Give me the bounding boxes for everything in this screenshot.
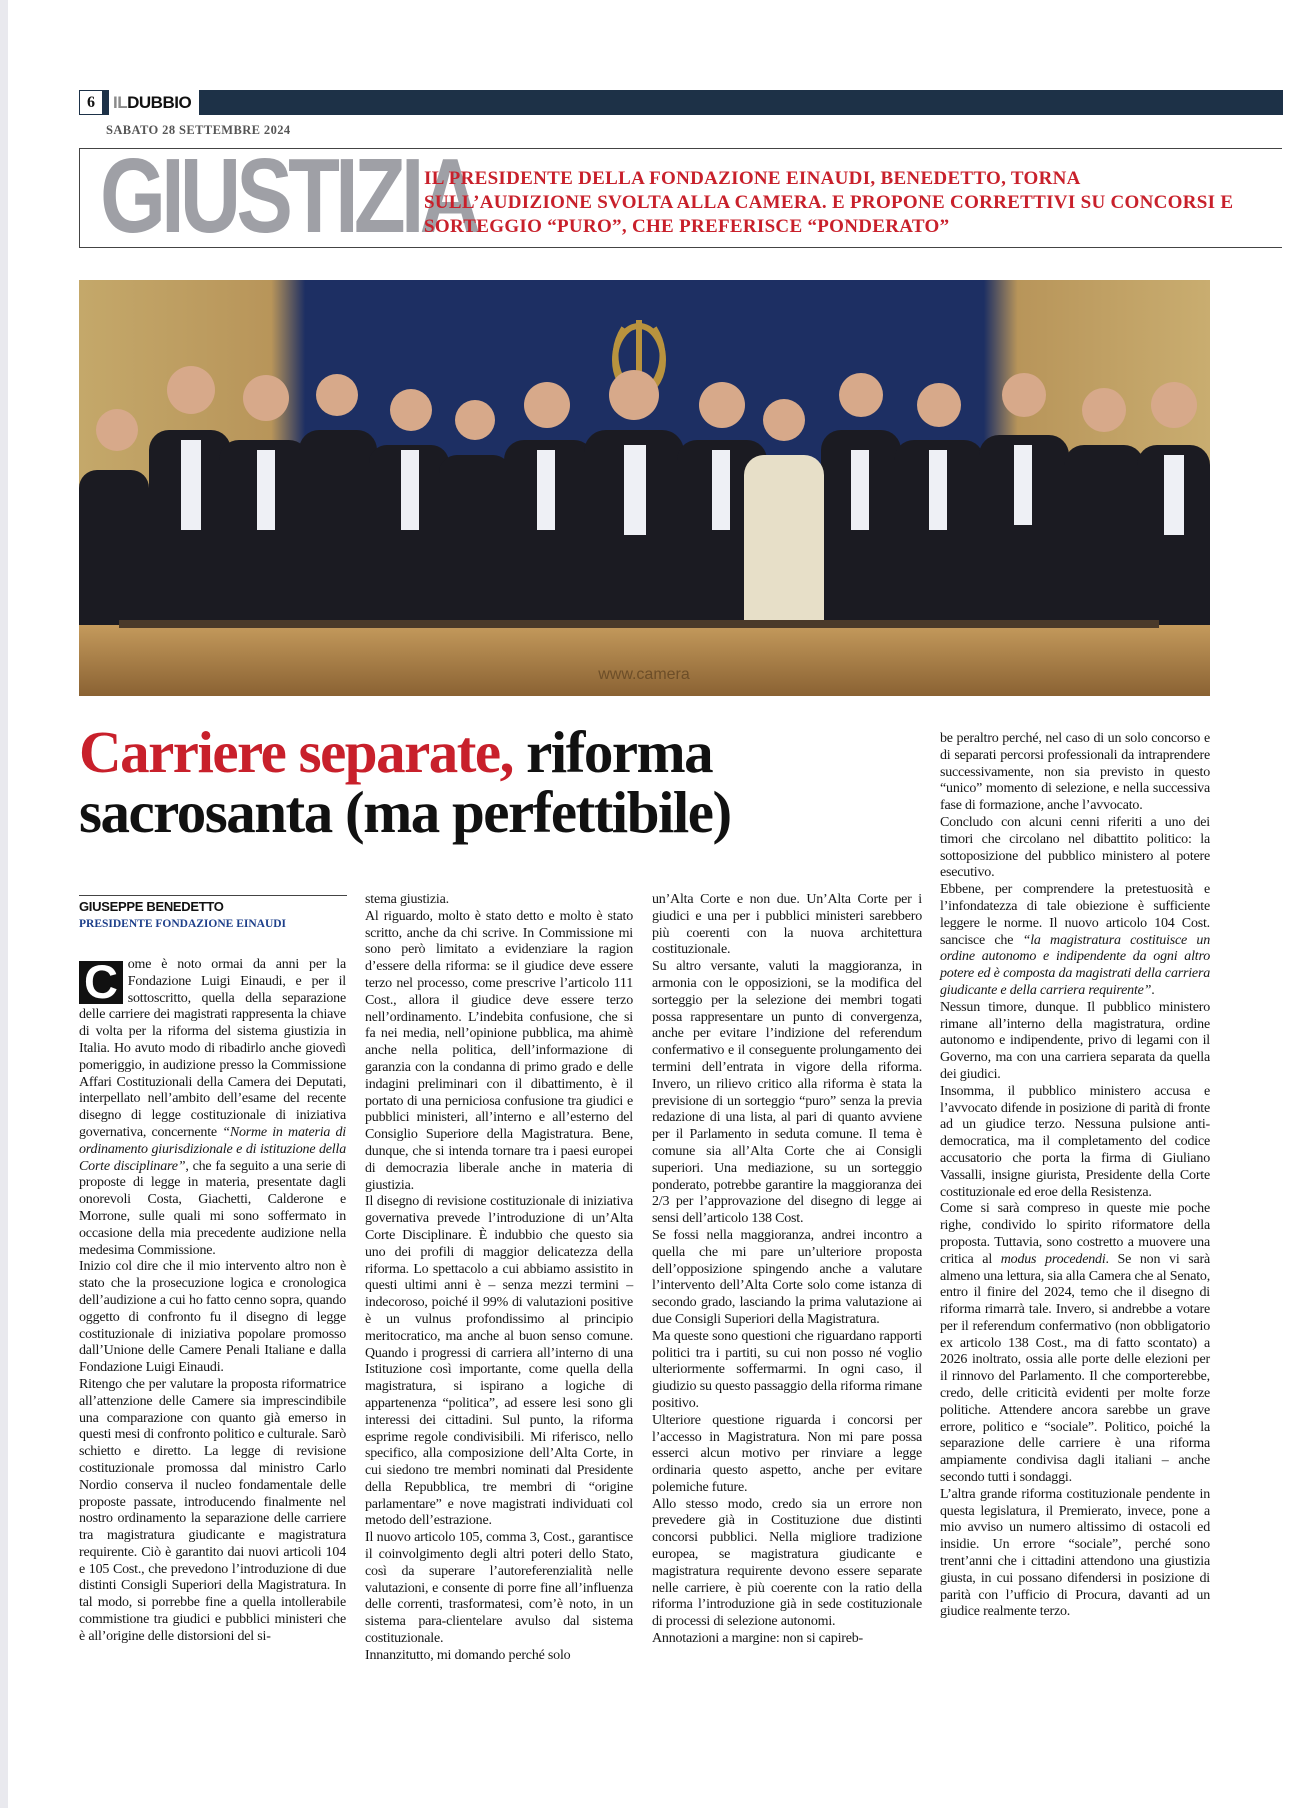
text-run: ome è noto ormai da anni per la Fondazione Luigi Einaudi, e per il sottoscritto, quella della separazione delle carriere dei magistrati rappresenta la chiave di volta per la riforma del sistema giustizia in Italia. Ho avuto modo di ribadirlo anche giovedì pomeriggio, in audizione presso la Commissione Affari Costituzionali della Camera dei Deputati, interpellato nell’ambito dell’esame del recente disegno di legge costituzionale di iniziativa governativa, concernente — [79, 957, 346, 1140]
text-run-italic: “Norme in materia di ordinamento giurisdizionale e di istituzione della Corte disciplinare” — [79, 1124, 346, 1174]
page-edge — [0, 0, 8, 1808]
paragraph: Ma queste sono questioni che riguardano rapporti politici tra i partiti, su cui non posso né voglio ulteriormente soffermarmi. In ogni caso, il giudizio su questo passaggio della riforma rimane positivo. — [652, 1328, 922, 1411]
paragraph: Insomma, il pubblico ministero accusa e l’avvocato difende in posizione di parità di fronte ad un giudice terzo. Nessuna pulsione anti-democratica, ma il completamento del codice accusatorio che porta la firma di Giuliano Vassalli, insigne giurista, Presidente della Corte costituzionale ed eroe della Resistenza. — [940, 1083, 1210, 1200]
paragraph: Annotazioni a margine: non si capireb- — [652, 1631, 864, 1647]
text-run: , che fa seguito a una serie di proposte di legge in materia, presentate dagli onorevoli Costa, Giachetti, Calderone e Morrone, sulle quali mi sono soffermato in occasione della mia precedente audizione nella medesima Commissione. — [79, 1158, 346, 1258]
text-run-italic: “la magistratura costituisce un ordine autonomo e indipendente da ogni altro potere ed è composta da magistrati della carriera giudicante e della carriera requirente” — [940, 932, 1210, 998]
paragraph: be peraltro perché, nel caso di un solo concorso e di separati percorsi professionali da intraprendere successivamente, non sia previsto in questo “unico” momento di selezione, e nella successiva fase di formazione, anche l’avvocato. — [940, 731, 1210, 814]
page-number: 6 — [79, 90, 103, 115]
group-photo — [79, 280, 1210, 696]
paragraph: Inizio col dire che il mio intervento altro non è stato che la prosecuzione logica e cronologica dell’audizione a cui ho fatto cenno sopra, quando oggetto di confronto fu il disegno di legge costituzionale di iniziativa popolare promosso dall’Unione delle Camere Penali Italiane e dalla Fondazione Luigi Einaudi. — [79, 1259, 346, 1376]
author-name: GIUSEPPE BENEDETTO — [79, 899, 224, 914]
text-run: Ebbene, per comprendere la pretestuosità e l’infondatezza di tale obiezione è sufficiente leggere le norme. Il nuovo articolo 104 Cost. sancisce che — [940, 882, 1210, 948]
paragraph: un’Alta Corte e non due. Un’Alta Corte per i giudici e una per i pubblici ministeri sarebbero più coerenti con la nuova architettura costituzionale. — [652, 892, 922, 958]
article-column-3 — [652, 892, 922, 1648]
paragraph — [940, 1201, 1210, 1487]
text-run: Come si sarà compreso in queste mie poche righe, condivido lo spirito riformatore della proposta. Tuttavia, sono costretto a muovere una critica al — [940, 1201, 1210, 1267]
paragraph: Al riguardo, molto è stato detto e molto è stato scritto, anche da chi scrive. In Commissione mi sono però limitato a evidenziare la ragion d’essere della riforma: se il giudice deve essere terzo nel processo, come prescrive l’articolo 111 Cost., allora il giudice deve essere terzo nell’ordinamento. L’indebita confusione, che si fa nei media, nell’opinione pubblica, ma ahimè anche nella politica, dell’informazione di garanzia con la condanna di primo grado e delle indagini preliminari con il dibattimento, è il portato di una perniciosa confusione tra giudici e pubblici ministeri, all’interno e all’esterno del Consiglio Superiore della Magistratura. Bene, dunque, che si intenda tornare tra i paesi europei di democrazia liberale anche in materia di giustizia. — [365, 908, 633, 1193]
desk-sign: www.camera — [598, 666, 690, 683]
text-run-italic: modus procedendi — [1000, 1251, 1106, 1267]
newspaper-logo — [109, 90, 199, 115]
paragraph — [79, 957, 346, 1259]
paragraph: Ritengo che per valutare la proposta riformatrice all’attenzione delle Camere sia imprescindibile una comparazione con quanto già emerso in questi mesi di confronto politico e culturale. Sarò schietto e diretto. La legge di revisione costituzionale promossa dal ministro Carlo Nordio conserva il nucleo fondamentale delle proposte passate, introducendo finalmente nel nostro ordinamento la separazione delle carriere tra magistratura giudicante e magistratura requirente. Ciò è garantito dai nuovi articoli 104 e 105 Cost., che prevedono l’introduzione di due distinti Consigli Superiori della Magistratura. In tal modo, si porrebbe fine a quella intollerabile commistione tra giudici e pubblici ministeri che è all’origine delle distorsioni del si- — [79, 1376, 346, 1644]
top-bar — [79, 90, 1283, 115]
paragraph: Ulteriore questione riguarda i concorsi per l’accesso in Magistratura. Non mi pare possa esserci alcun motivo per rinviare a legge ordinaria questo aspetto, anche per evitare polemiche future. — [652, 1412, 922, 1495]
article-headline — [79, 719, 919, 845]
paragraph: L’altra grande riforma costituzionale pendente in questa legislatura, il Premierato, invece, pone a mio avviso un numero altissimo di ostacoli ed insidie. Un errore “sociale”, perché sono trent’anni che i cittadini attendono una giustizia giusta, in cui possano difendersi in posizione di parità con l’ufficio di Procura, davanti ad un giudice realmente terzo. — [940, 1486, 1210, 1620]
headline-red: Carriere separate, — [79, 719, 513, 785]
logo-il: IL — [113, 93, 128, 112]
paragraph: Se fossi nella maggioranza, andrei incontro a quella che mi pare un’ulteriore proposta dell’opposizione spingendo anche a valutare l’intervento dell’Alta Corte solo come istanza di secondo grado, lasciando la prima valutazione ai due Consigli Superiori della Magistratura. — [652, 1227, 922, 1327]
desk — [79, 625, 1210, 696]
logo-dubbio: DUBBIO — [127, 93, 192, 112]
paragraph: Il disegno di revisione costituzionale di iniziativa governativa prevede l’introduzione di un’Alta Corte Disciplinare. È indubbio che questo sia uno dei profili di maggior delicatezza della riforma. Lo spettacolo a cui abbiamo assistito in questi ultimi anni è – senza mezzi termini – indecoroso, poiché il 99% di valutazioni positive è un vulnus profondissimo al principio meritocratico, ma anche al buon senso comune. Quando i progressi di carriera all’interno di una Istituzione così importante, come quella della magistratura, si ispirano a logiche di appartenenza “politica”, ad essere lesi sono gli interessi dei cittadini. Sul punto, la riforma esprime regole condivisibili. Mi riferisco, nello specifico, alla composizione dell’Alta Corte, in cui siedono tre membri nominati dal Presidente della Repubblica, tre membri di “origine parlamentare” e nove magistrati individuati col metodo dell’estrazione. — [365, 1194, 633, 1529]
paragraph: Concludo con alcuni cenni riferiti a uno dei timori che circolano nel dibattito politico: la sottoposizione del pubblico ministero al potere esecutivo. — [940, 814, 1210, 881]
byline — [79, 895, 347, 930]
paragraph: Allo stesso modo, credo sia un errore non prevedere già in Costituzione due distinti concorsi pubblici. Nella migliore tradizione europea, se magistratura giudicante e magistratura requirente devono essere separate nelle carriere, è più coerente con la ratio della riforma l’introduzione già in sede costituzionale di processi di selezione autonomi. — [652, 1496, 922, 1630]
paragraph: Il nuovo articolo 105, comma 3, Cost., garantisce il coinvolgimento degli altri poteri dello Stato, così da superare l’autoreferenzialità nelle valutazioni, e consente di porre fine all’influenza delle correnti, trasformatesi, com’è noto, in un sistema para-clientelare avulso dal sistema costituzionale. — [365, 1530, 633, 1647]
drop-cap: C — [79, 961, 123, 1004]
article-column-2 — [365, 892, 633, 1665]
paragraph: Innanzitutto, mi domando perché solo — [365, 1647, 571, 1663]
paragraph: stema giustizia. — [365, 892, 449, 907]
paragraph — [940, 882, 1210, 1000]
section-label: GIUSTIZIA — [100, 137, 477, 255]
text-run: . Se non vi sarà almeno una lettura, sia alla Camera che al Senato, entro il finire del 2024, temo che il disegno di riforma rimarrà tale. Invero, si andrebbe a votare per il referendum confermativo (non obbligatorio ex articolo 138 Cost., ma di fatto scontato) a 2026 inoltrato, ossia alle porte delle elezioni per il rinnovo del Parlamento. Il che comporterebbe, credo, delle criticità evidenti per molte forze politiche. Attendere ancora sarebbe un grave errore, politico e “sociale”. Politico, poiché la separazione delle carriere è una riforma ampiamente condivisa dagli italiani – anche secondo tutti i sondaggi. — [940, 1251, 1210, 1486]
article-column-1 — [79, 957, 346, 1646]
author-role: PRESIDENTE FONDAZIONE EINAUDI — [79, 918, 287, 930]
section-subtitle: IL PRESIDENTE DELLA FONDAZIONE EINAUDI, BENEDETTO, TORNA SULL’AUDIZIONE SVOLTA ALLA CAMERA. E PROPONE CORRETTIVI SU CONCORSI E SORTEGGIO “PURO”, CHE PREFERISCE “PONDERATO” — [424, 168, 1234, 237]
group-photo-illustration — [79, 280, 1210, 696]
headline-black: riforma sacrosanta (ma perfettibile) — [79, 719, 731, 845]
paragraph: Su altro versante, valuti la maggioranza, in armonia con le opposizioni, se la modifica del sorteggio per la selezione dei membri togati possa rappresentare un punto di convergenza, anche per evitare l’indizione del referendum confermativo e il conseguente prolungamento dei termini dell’entrata in vigore della riforma. Invero, un rilievo critico alla riforma è stata la previsione di un sorteggio “puro” senza la previa redazione di una lista, al pari di quanto avviene per il Parlamento in seduta comune. Il tema è comune sia all’Alta Corte che ai Consigli superiori. Una mediazione, su un sorteggio ponderato, potrebbe garantire la maggioranza dei 2/3 per l’approvazione del disegno di legge ai sensi dell’articolo 138 Cost. — [652, 959, 922, 1227]
article-column-4 — [940, 731, 1210, 1621]
issue-date: SABATO 28 SETTEMBRE 2024 — [106, 123, 291, 137]
paragraph: Nessun timore, dunque. Il pubblico ministero rimane all’interno della magistratura, ordine autonomo e indipendente, privo di legami con il Governo, ma con una carriera separata da quella dei giudici. — [940, 999, 1210, 1082]
text-run: . — [1151, 982, 1155, 998]
